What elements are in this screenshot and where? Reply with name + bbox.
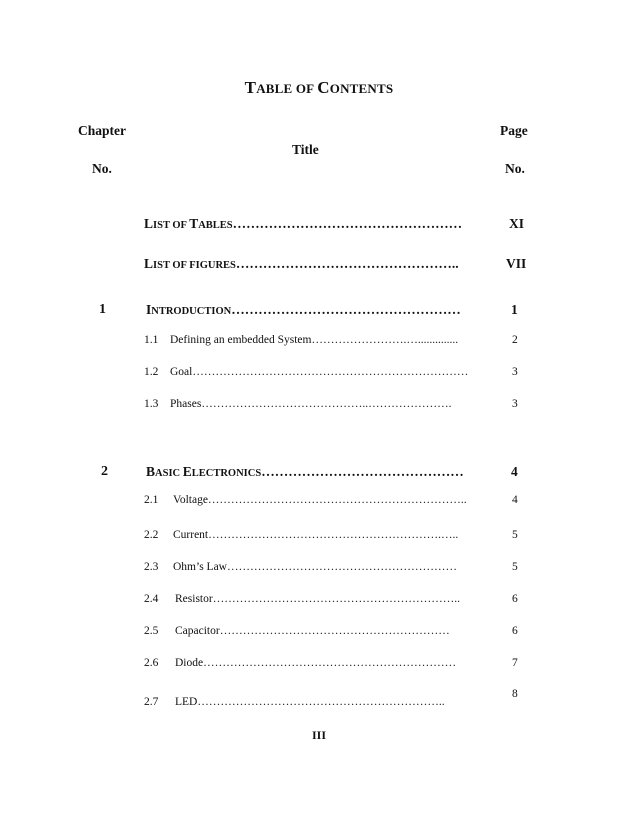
- toc-subentry-2-3[interactable]: 2.3 Ohm’s Law……………………………………………………: [144, 561, 457, 573]
- toc-subentry-2-2[interactable]: 2.2 Current…………………………………………………….…..: [144, 529, 459, 541]
- toc-subentry-2-1[interactable]: 2.1 Voltage…………………………………………………………..: [144, 494, 467, 506]
- toc-subpage-1-2: 3: [512, 366, 518, 378]
- toc-subentry-2-4[interactable]: 2.4 Resistor………………………………………………………..: [144, 593, 460, 605]
- toc-subpage-2-7: 8: [512, 688, 518, 700]
- toc-subentry-2-7[interactable]: 2.7 LED………………………………………………………..: [144, 696, 445, 708]
- page-title: TABLE OF CONTENTS: [244, 78, 394, 97]
- toc-subpage-2-5: 6: [512, 625, 518, 637]
- toc-subpage-2-1: 4: [512, 494, 518, 506]
- toc-page-list-of-figures: VII: [506, 256, 527, 271]
- toc-subentry-1-1[interactable]: 1.1 Defining an embedded System…………………….…..............: [144, 334, 459, 346]
- toc-subpage-1-1: 2: [512, 334, 518, 346]
- title-column-label: Title: [292, 142, 319, 157]
- toc-subentry-1-2[interactable]: 1.2 Goal………………………………………………………………: [144, 366, 469, 378]
- chapter-no-label: No.: [92, 161, 112, 176]
- toc-subentry-2-5[interactable]: 2.5 Capacitor……………………………………………………: [144, 625, 450, 637]
- chapter-column-label: Chapter: [78, 123, 126, 138]
- toc-subpage-2-6: 7: [512, 657, 518, 669]
- chapter-number: 1: [99, 302, 106, 317]
- toc-subentry-1-3[interactable]: 1.3 Phases……………………………………..………………….: [144, 398, 452, 410]
- toc-entry-chapter-2[interactable]: BASIC ELECTRONICS………………………………………: [146, 464, 464, 479]
- toc-subpage-1-3: 3: [512, 398, 518, 410]
- toc-page-list-of-tables: XI: [509, 216, 525, 231]
- toc-page-chapter-1: 1: [511, 302, 518, 317]
- chapter-number: 2: [101, 464, 108, 479]
- page-no-label: No.: [505, 161, 525, 176]
- page-number-footer: III: [311, 728, 326, 742]
- toc-entry-list-of-tables[interactable]: LIST OF TABLES……………………………………………: [144, 216, 463, 231]
- toc-entry-chapter-1[interactable]: INTRODUCTION……………………………………………: [146, 302, 461, 317]
- toc-subentry-2-6[interactable]: 2.6 Diode…………………………………………………………: [144, 657, 457, 669]
- toc-subpage-2-3: 5: [512, 561, 518, 573]
- toc-subpage-2-2: 5: [512, 529, 518, 541]
- toc-subpage-2-4: 6: [512, 593, 518, 605]
- toc-entry-list-of-figures[interactable]: LIST OF FIGURES…………………………………………..: [144, 256, 459, 271]
- page-column-label: Page: [500, 123, 528, 138]
- toc-page-chapter-2: 4: [511, 464, 518, 479]
